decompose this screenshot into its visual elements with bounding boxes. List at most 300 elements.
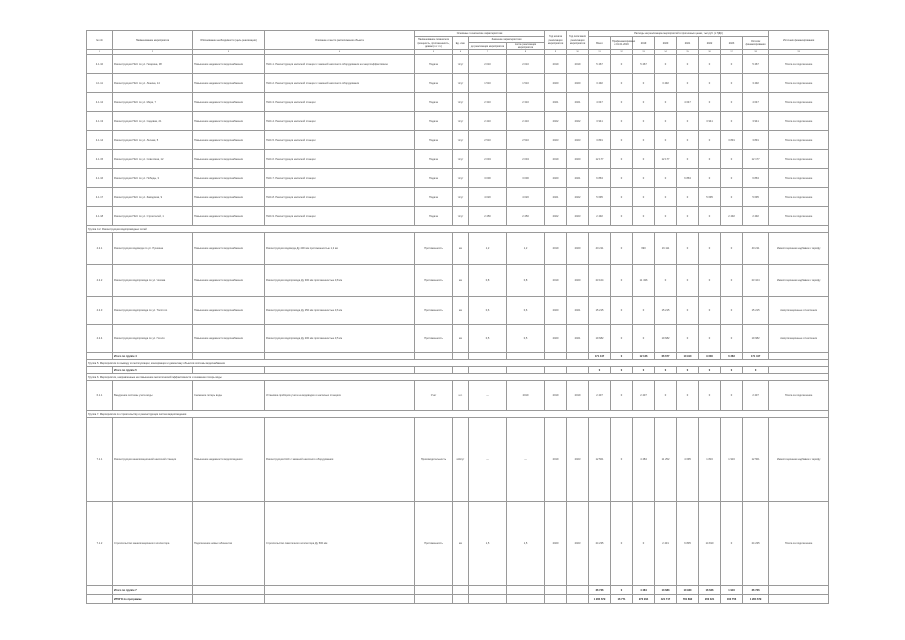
table-cell: 0 xyxy=(633,297,655,325)
table-cell: 6 863 xyxy=(677,169,699,188)
table-cell: Реконструкция ПНС по ул. Мира, 7 xyxy=(113,93,193,112)
table-cell: км xyxy=(453,233,469,265)
table-cell: 0 xyxy=(721,93,743,112)
table-cell: 0,8 xyxy=(507,265,545,297)
col-total: Всего xyxy=(589,37,611,50)
table-cell: 2021 xyxy=(567,169,589,188)
table-cell: ПНС-9. Реконструкция насосной станции xyxy=(265,207,415,226)
table-cell: т/сут xyxy=(453,93,469,112)
table-cell: т/сут xyxy=(453,188,469,207)
table-cell: 2019 xyxy=(545,233,567,265)
table-cell: 0 xyxy=(677,188,699,207)
table-cell: ПНС-2. Реконструкция насосной станции с заменой насосного оборудования xyxy=(265,74,415,93)
table-cell xyxy=(265,595,415,604)
table-cell: 12 177 xyxy=(743,150,769,169)
table-cell: ПНС-4. Реконструкция насосной станции xyxy=(265,112,415,131)
table-cell: Повышение надежности водоснабжения xyxy=(193,169,265,188)
table-cell: Амортизационные отчисления xyxy=(769,297,829,325)
table-cell: Плата за подключение xyxy=(769,502,829,586)
col-2022: 2022 xyxy=(699,37,721,50)
table-cell: км xyxy=(453,297,469,325)
table-cell: 0 xyxy=(677,74,699,93)
table-cell: 40 211 xyxy=(589,233,611,265)
col-2020: 2020 xyxy=(655,37,677,50)
table-cell: 10 910 xyxy=(677,353,699,360)
table-cell: 0 xyxy=(699,207,721,226)
table-cell: Повышение надежности водоснабжения xyxy=(193,188,265,207)
table-cell: 0 xyxy=(721,381,743,411)
table-cell: 4.2.1 xyxy=(87,233,113,265)
table-cell: 2 410 xyxy=(507,112,545,131)
column-number-cell: 1 xyxy=(87,50,113,55)
table-cell: Итого по группе 4 xyxy=(113,353,193,360)
table-cell: Плата за подключение xyxy=(769,55,829,74)
table-cell: ПНС-7. Реконструкция насосной станции xyxy=(265,169,415,188)
col-end-year: Год окончания реализации мероприятия xyxy=(567,31,589,50)
table-cell xyxy=(87,586,113,595)
table-cell: 36 736 xyxy=(589,586,611,595)
table-cell: 2 450 xyxy=(507,207,545,226)
table-cell: 690 xyxy=(633,233,655,265)
table-cell: Инвестиционная надбавка к тарифу xyxy=(769,418,829,502)
table-cell: 15 215 xyxy=(743,297,769,325)
table-cell: 0 xyxy=(611,381,633,411)
table-cell: Реконструкция водовода Ду 400 мм протяженностью 1,2 км xyxy=(265,233,415,265)
table-row xyxy=(87,418,829,502)
table-cell: 0 xyxy=(699,55,721,74)
table-cell xyxy=(507,595,545,604)
table-cell xyxy=(545,367,567,374)
table-cell: 4.1.12 xyxy=(87,93,113,112)
column-number-cell: 8 xyxy=(507,50,545,55)
table-cell: 0 xyxy=(721,297,743,325)
table-cell xyxy=(567,353,589,360)
table-cell: 0 xyxy=(699,233,721,265)
col-2021: 2021 xyxy=(677,37,699,50)
table-cell: Инвестиционная надбавка к тарифу xyxy=(769,233,829,265)
table-cell xyxy=(415,586,453,595)
col-remaining: Остаток финансирования xyxy=(743,37,769,50)
table-cell: 1 510 xyxy=(507,74,545,93)
table-cell: 5 467 xyxy=(633,55,655,74)
table-cell: 0 xyxy=(655,112,677,131)
table-cell: Реконструкция водопровода Ду 250 мм протяженностью 0,6 км xyxy=(265,297,415,325)
section-row xyxy=(87,360,829,367)
table-cell: 0 xyxy=(633,502,655,586)
table-cell xyxy=(469,367,507,374)
table-cell: 0 xyxy=(699,325,721,353)
table-cell: 2 437 xyxy=(743,381,769,411)
table-cell: Повышение надежности водоснабжения xyxy=(193,131,265,150)
table-cell: 7.1.2 xyxy=(87,502,113,586)
table-cell xyxy=(415,353,453,360)
table-cell: 2 310 xyxy=(507,93,545,112)
table-cell: Подача xyxy=(415,207,453,226)
column-number-cell: 16 xyxy=(699,50,721,55)
table-cell: 2021 xyxy=(567,93,589,112)
table-cell: 2020 xyxy=(567,74,589,93)
table-cell: Подача xyxy=(415,131,453,150)
table-cell: 272 294 xyxy=(633,595,655,604)
table-cell: 4.1.18 xyxy=(87,207,113,226)
table-cell: Плата за подключение xyxy=(769,169,829,188)
table-cell: 10 930 xyxy=(677,586,699,595)
table-cell: 15 215 xyxy=(655,297,677,325)
table-cell: Итого по группе 7 xyxy=(113,586,193,595)
col-number: № п/п xyxy=(87,31,113,50)
table-cell: 0 xyxy=(655,131,677,150)
table-cell: 0 xyxy=(611,586,633,595)
table-cell: Плата за подключение xyxy=(769,207,829,226)
table-cell xyxy=(769,586,829,595)
table-cell xyxy=(769,595,829,604)
table-row xyxy=(87,297,829,325)
table-cell: 2 004 xyxy=(469,150,507,169)
table-cell: км xyxy=(453,265,469,297)
table-cell: Плата за подключение xyxy=(769,381,829,411)
table-cell: т/сут xyxy=(453,55,469,74)
table-cell: Реконструкция водопровода по ул. Чехова xyxy=(113,265,193,297)
table-row xyxy=(87,233,829,265)
column-number-cell: 12 xyxy=(611,50,633,55)
table-cell: 0 xyxy=(611,169,633,188)
table-cell: 3 941 xyxy=(699,112,721,131)
col-after: после реализации мероприятия xyxy=(507,43,545,50)
table-cell: Реконструкция ПНС по ул. Гагарина, 38 xyxy=(113,55,193,74)
table-cell: 0 xyxy=(699,74,721,93)
table-cell: 0 xyxy=(611,55,633,74)
total-row xyxy=(87,586,829,595)
col-before: до реализации мероприятия xyxy=(469,43,507,50)
table-cell: 15 215 xyxy=(589,297,611,325)
table-cell: 0 xyxy=(699,93,721,112)
table-cell: — xyxy=(507,418,545,502)
table-cell: Повышение надежности водоснабжения xyxy=(193,112,265,131)
table-cell: ИТОГО по программе xyxy=(113,595,193,604)
table-cell: 0 xyxy=(677,325,699,353)
table-cell: 4 484 xyxy=(633,418,655,502)
table-cell xyxy=(469,353,507,360)
table-cell: 16 771 xyxy=(611,595,633,604)
table-cell: 0 xyxy=(721,55,743,74)
table-cell: 13 683 xyxy=(655,586,677,595)
table-cell: 2021 xyxy=(567,325,589,353)
table-cell: Снижение потерь воды xyxy=(193,381,265,411)
table-cell: 0 xyxy=(633,169,655,188)
table-row xyxy=(87,188,829,207)
table-cell: Реконструкция ПНС по ул. Победы, 3 xyxy=(113,169,193,188)
table-cell xyxy=(453,595,469,604)
table-cell: 2 004 xyxy=(507,150,545,169)
table-cell: 12 501 xyxy=(589,418,611,502)
table-cell: т/сут xyxy=(453,169,469,188)
table-cell: 3 941 xyxy=(589,112,611,131)
table-cell: 0 xyxy=(633,150,655,169)
col-unit: Ед. изм. xyxy=(453,37,469,50)
table-cell: ПНС-1. Реконструкция насосной станции с заменой насосного оборудования на энергоэффективное xyxy=(265,55,415,74)
col-justification: Обоснование необходимости (цель реализации) xyxy=(193,31,265,50)
table-cell: Подача xyxy=(415,188,453,207)
table-cell xyxy=(87,595,113,604)
table-cell: 2 410 xyxy=(469,112,507,131)
table-cell: 0 xyxy=(677,131,699,150)
table-cell: 2019 xyxy=(545,150,567,169)
table-cell: Установка приборов учета на водоводах и насосных станциях xyxy=(265,381,415,411)
table-header xyxy=(87,31,829,55)
section-row xyxy=(87,411,829,418)
table-cell: 2020 xyxy=(545,297,567,325)
table-cell: Подача xyxy=(415,169,453,188)
table-cell: 0 xyxy=(677,150,699,169)
table-cell: Повышение надежности водоснабжения xyxy=(193,74,265,93)
table-cell: 0,6 xyxy=(469,297,507,325)
table-cell: Реконструкция ПНС по ул. Лесная, 5 xyxy=(113,131,193,150)
table-cell: 2 510 xyxy=(469,131,507,150)
table-cell: 0 xyxy=(633,188,655,207)
col-financed: Профинансировано к 01.01.2019 xyxy=(611,37,633,50)
table-cell: 200 321 xyxy=(699,595,721,604)
table-cell: 2 492 xyxy=(743,207,769,226)
table-cell: 2023 xyxy=(567,418,589,502)
table-cell: Повышение надежности водоснабжения xyxy=(193,265,265,297)
table-cell: 0 xyxy=(633,131,655,150)
table-cell: Плата за подключение xyxy=(769,131,829,150)
table-cell: 0 xyxy=(655,169,677,188)
table-cell: 1 284 679 xyxy=(743,595,769,604)
table-cell: 0 xyxy=(611,188,633,207)
section-title: Группа 6. Мероприятия, направленные на повышение экологической эффективности и снижение потерь воды xyxy=(87,374,829,381)
table-cell: 1 816 xyxy=(699,418,721,502)
table-cell: 4 047 xyxy=(677,93,699,112)
table-cell: 2021 xyxy=(567,297,589,325)
table-cell xyxy=(193,595,265,604)
table-cell xyxy=(265,367,415,374)
table-cell: 0 xyxy=(677,265,699,297)
table-cell: Протяженность xyxy=(415,502,453,586)
table-cell: 4.1.16 xyxy=(87,169,113,188)
column-number-cell: 7 xyxy=(469,50,507,55)
table-cell: 2023 xyxy=(545,131,567,150)
column-number-cell: 15 xyxy=(677,50,699,55)
table-cell: 0 xyxy=(633,367,655,374)
table-cell: 0 xyxy=(611,325,633,353)
table-cell: 0 xyxy=(677,367,699,374)
table-cell xyxy=(87,367,113,374)
table-cell: Амортизационные отчисления xyxy=(769,325,829,353)
table-cell: Строительство самотечного коллектора Ду 500 мм xyxy=(265,502,415,586)
table-cell: 3 891 xyxy=(721,131,743,150)
table-cell: 2 437 xyxy=(633,381,655,411)
table-cell xyxy=(545,353,567,360)
table-cell: Повышение надежности водоснабжения xyxy=(193,233,265,265)
table-cell: Реконструкция водопровода Ду 200 мм протяженностью 0,5 км xyxy=(265,325,415,353)
table-cell: 5 695 xyxy=(589,188,611,207)
table-cell: 0 xyxy=(633,93,655,112)
table-cell: 0 xyxy=(611,150,633,169)
table-cell: 2019 xyxy=(567,55,589,74)
table-cell: 2 510 xyxy=(507,131,545,150)
table-cell: 0 xyxy=(611,74,633,93)
table-cell xyxy=(453,367,469,374)
table-cell: Реконструкция ПНС по ул. Строителей, 1 xyxy=(113,207,193,226)
table-cell: Протяженность xyxy=(415,297,453,325)
table-cell: 2 450 xyxy=(469,207,507,226)
table-cell: ПНС-8. Реконструкция насосной станции xyxy=(265,188,415,207)
table-cell: 5 467 xyxy=(743,55,769,74)
table-cell: 6 863 xyxy=(743,169,769,188)
group-costs: Расходы на реализацию мероприятий в прогнозных ценах, тыс.руб. (с НДС) xyxy=(589,31,769,37)
table-cell: км xyxy=(453,325,469,353)
table-cell: 5 467 xyxy=(589,55,611,74)
table-cell: Подключение новых абонентов xyxy=(193,502,265,586)
table-row xyxy=(87,55,829,74)
table-cell: 11 436 xyxy=(633,265,655,297)
group-tech-specs: Основные технические характеристики xyxy=(415,31,545,37)
table-cell: 0 xyxy=(699,150,721,169)
table-cell: Подача xyxy=(415,93,453,112)
table-cell: 5 695 xyxy=(743,188,769,207)
table-cell: 1,5 xyxy=(469,502,507,586)
table-cell: 66 677 xyxy=(655,353,677,360)
table-cell: 0 xyxy=(721,188,743,207)
table-cell: шт. xyxy=(453,381,469,411)
table-cell: 0 xyxy=(633,325,655,353)
table-row xyxy=(87,131,829,150)
table-cell: 11 252 xyxy=(655,418,677,502)
table-cell: Реконструкция водопровода по ул. Гоголя xyxy=(113,325,193,353)
table-cell: 0 xyxy=(743,367,769,374)
table-cell: 2019 xyxy=(545,55,567,74)
table-cell: 3 492 xyxy=(589,74,611,93)
table-cell: 0 xyxy=(721,367,743,374)
table-cell xyxy=(507,586,545,595)
table-row xyxy=(87,502,829,586)
table-cell: 2022 xyxy=(567,188,589,207)
table-cell: 4.2.2 xyxy=(87,265,113,297)
table-cell: 0,5 xyxy=(469,325,507,353)
table-cell: 0 xyxy=(611,207,633,226)
column-number-cell: 19 xyxy=(769,50,829,55)
table-cell: 0 xyxy=(611,131,633,150)
table-cell: Реконструкция ПНС по ул. Ленина, 14 xyxy=(113,74,193,93)
table-cell: 4.1.15 xyxy=(87,150,113,169)
table-cell xyxy=(193,586,265,595)
table-cell: т/сут xyxy=(453,112,469,131)
table-cell: 0 xyxy=(677,381,699,411)
table-cell: 24 235 xyxy=(743,502,769,586)
section-row xyxy=(87,374,829,381)
table-cell: 0 xyxy=(699,297,721,325)
table-cell: 6 383 xyxy=(721,353,743,360)
section-title: Группа 7. Мероприятия по строительству и реконструкции систем водоотведения xyxy=(87,411,829,418)
table-cell: 3 941 xyxy=(743,112,769,131)
table-row xyxy=(87,74,829,93)
table-cell: 2 010 xyxy=(507,55,545,74)
col-description: Описание и место расположения объекта xyxy=(265,31,415,50)
table-cell: т/сут xyxy=(453,150,469,169)
col-measure-name: Наименование мероприятия xyxy=(113,31,193,50)
table-cell: 3 000 xyxy=(507,169,545,188)
total-row xyxy=(87,367,829,374)
table-cell: 4 047 xyxy=(743,93,769,112)
table-cell: Повышение надежности водоснабжения xyxy=(193,297,265,325)
table-cell: Подача xyxy=(415,74,453,93)
table-cell: 12 177 xyxy=(655,150,677,169)
col-start-year: Год начала реализации мероприятия xyxy=(545,31,567,50)
table-cell xyxy=(193,367,265,374)
table-cell: 0 xyxy=(611,418,633,502)
table-cell: 3 492 xyxy=(655,74,677,93)
table-cell: 2 431 xyxy=(655,502,677,586)
table-cell: Протяженность xyxy=(415,233,453,265)
table-cell xyxy=(567,595,589,604)
table-cell xyxy=(469,586,507,595)
table-cell: 0 xyxy=(611,297,633,325)
table-cell: 3 891 xyxy=(743,131,769,150)
column-number-cell: 14 xyxy=(655,50,677,55)
table-cell: 3 891 xyxy=(589,131,611,150)
table-cell: 6.1.1 xyxy=(87,381,113,411)
table-cell: Повышение надежности водоснабжения xyxy=(193,93,265,112)
table-cell: 0,8 xyxy=(469,265,507,297)
table-cell: 40 211 xyxy=(743,233,769,265)
table-cell: 2020 xyxy=(545,74,567,93)
table-cell: 2021 xyxy=(545,93,567,112)
table-cell: 2022 xyxy=(567,112,589,131)
column-number-cell: 13 xyxy=(633,50,655,55)
table-cell xyxy=(265,353,415,360)
table-cell: 0 xyxy=(611,112,633,131)
table-cell: 2020 xyxy=(567,265,589,297)
table-cell: 2 437 xyxy=(589,381,611,411)
table-body xyxy=(87,55,829,604)
table-cell: 1 284 679 xyxy=(589,595,611,604)
column-number-cell: 11 xyxy=(589,50,611,55)
table-cell: Плата за подключение xyxy=(769,74,829,93)
table-cell: 0 xyxy=(611,353,633,360)
table-cell: 1 916 xyxy=(721,418,743,502)
table-cell: Протяженность xyxy=(415,265,453,297)
table-cell: Повышение надежности водоснабжения xyxy=(193,325,265,353)
table-row xyxy=(87,112,829,131)
table-cell: 171 447 xyxy=(589,353,611,360)
table-cell: 2019 xyxy=(507,381,545,411)
table-cell: 1,5 xyxy=(507,502,545,586)
table-cell: 4.2.4 xyxy=(87,325,113,353)
table-cell: 3 000 xyxy=(469,169,507,188)
table-cell: 3 492 xyxy=(743,74,769,93)
table-cell xyxy=(193,353,265,360)
table-cell: 0 xyxy=(655,381,677,411)
table-cell xyxy=(87,353,113,360)
column-number-cell: 6 xyxy=(453,50,469,55)
table-cell: 4.1.17 xyxy=(87,188,113,207)
table-cell: 0 xyxy=(633,112,655,131)
table-cell: 12 126 xyxy=(633,353,655,360)
table-cell xyxy=(769,367,829,374)
table-cell: 0 xyxy=(611,233,633,265)
table-cell: т/сут xyxy=(453,131,469,150)
table-cell: 2019 xyxy=(545,418,567,502)
table-cell xyxy=(769,353,829,360)
table-cell: 5 695 xyxy=(699,188,721,207)
table-cell: Строительство канализационного коллектора xyxy=(113,502,193,586)
column-number-cell: 10 xyxy=(567,50,589,55)
table-cell: 4.2.3 xyxy=(87,297,113,325)
table-cell: 0,6 xyxy=(507,297,545,325)
table-cell: 2020 xyxy=(567,150,589,169)
table-cell: Реконструкция канализационной насосной станции xyxy=(113,418,193,502)
